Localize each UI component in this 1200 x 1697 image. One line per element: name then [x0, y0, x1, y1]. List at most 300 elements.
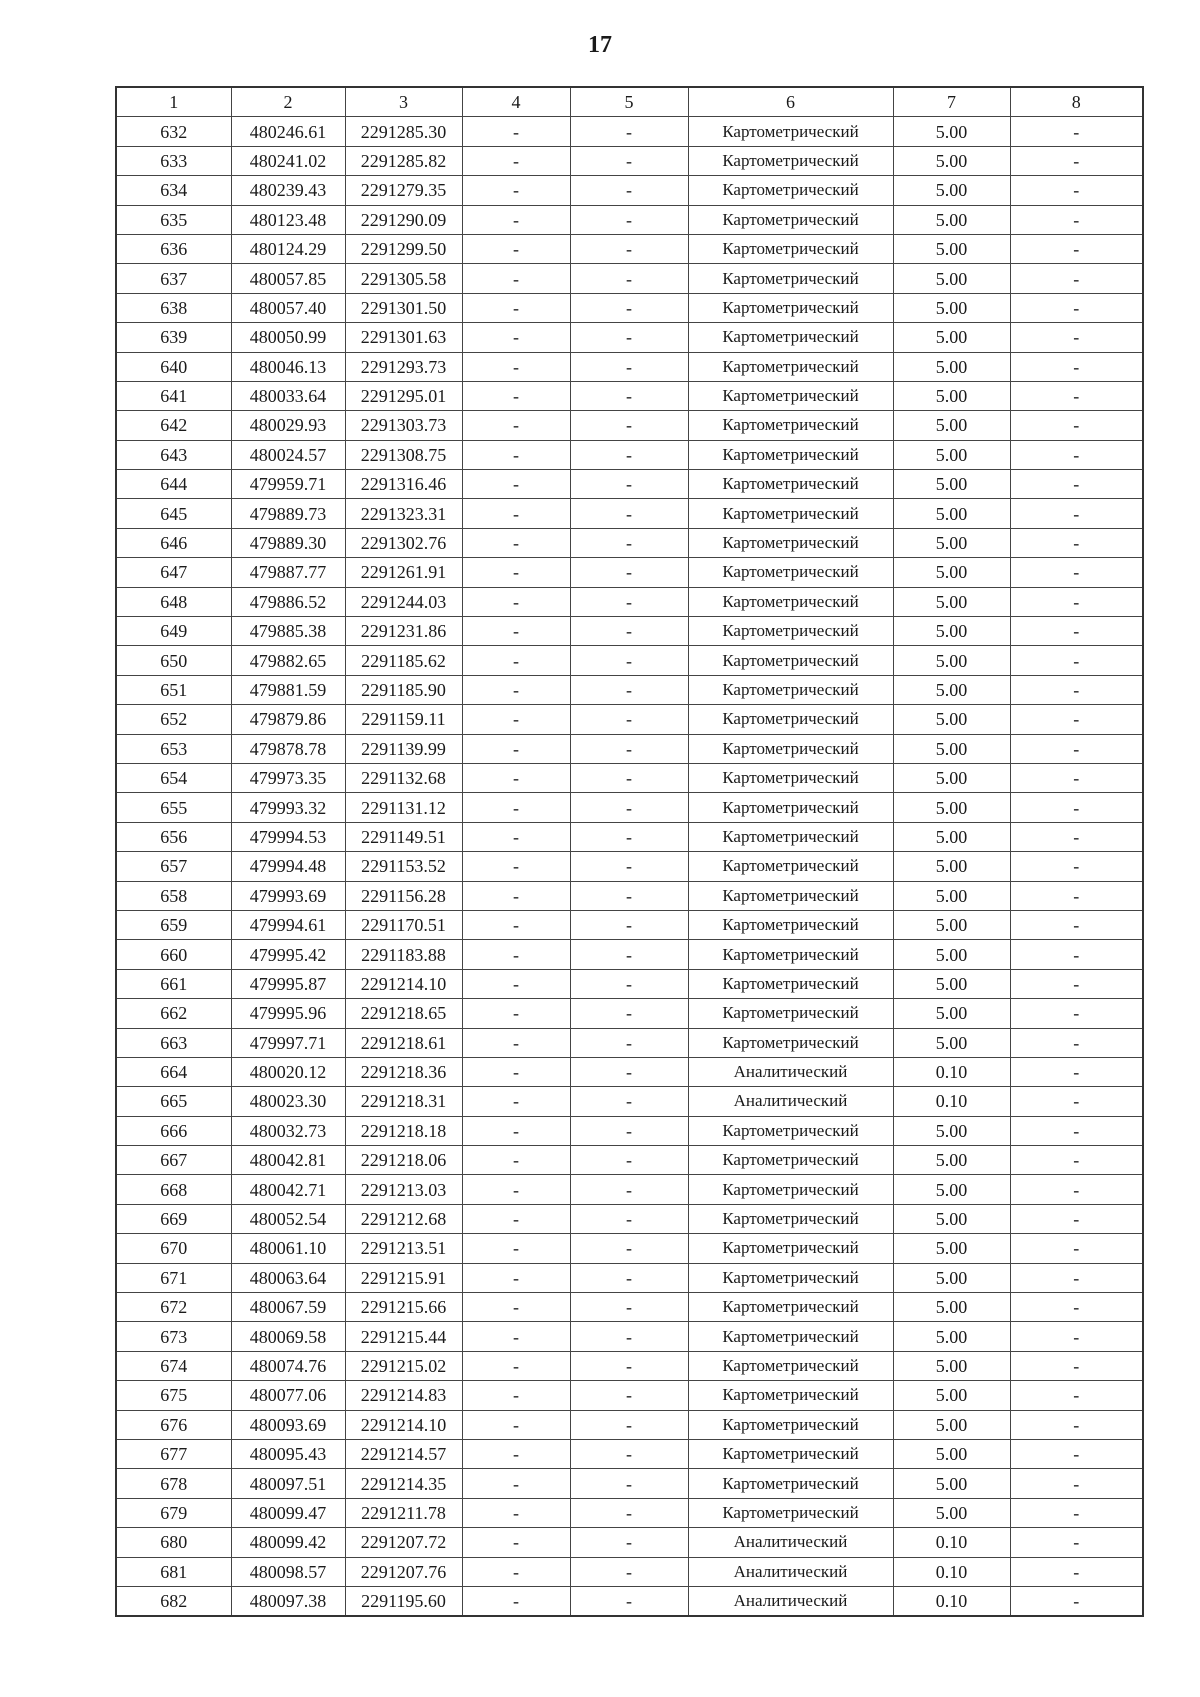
column-4-cell: - — [462, 999, 570, 1028]
column-4-cell: - — [462, 617, 570, 646]
method-cell: Картометрический — [688, 264, 893, 293]
point-number-cell: 648 — [116, 587, 231, 616]
x-coordinate-cell: 479994.53 — [231, 822, 345, 851]
column-5-cell: - — [570, 793, 688, 822]
column-4-cell: - — [462, 1146, 570, 1175]
x-coordinate-cell: 479995.87 — [231, 969, 345, 998]
column-5-cell: - — [570, 352, 688, 381]
method-cell: Картометрический — [688, 411, 893, 440]
method-cell: Картометрический — [688, 705, 893, 734]
method-cell: Аналитический — [688, 1586, 893, 1616]
y-coordinate-cell: 2291301.63 — [345, 323, 462, 352]
table-row — [116, 617, 1143, 646]
column-4-cell: - — [462, 205, 570, 234]
x-coordinate-cell: 480099.47 — [231, 1498, 345, 1527]
column-8-cell: - — [1010, 1263, 1143, 1292]
accuracy-cell: 5.00 — [893, 1439, 1010, 1468]
column-4-cell: - — [462, 763, 570, 792]
column-5-cell: - — [570, 1439, 688, 1468]
x-coordinate-cell: 480077.06 — [231, 1381, 345, 1410]
column-header: 4 — [462, 87, 570, 117]
y-coordinate-cell: 2291185.62 — [345, 646, 462, 675]
accuracy-cell: 5.00 — [893, 1293, 1010, 1322]
table-row — [116, 205, 1143, 234]
table-row — [116, 910, 1143, 939]
column-5-cell: - — [570, 675, 688, 704]
table-row — [116, 734, 1143, 763]
y-coordinate-cell: 2291214.10 — [345, 969, 462, 998]
table-row — [116, 646, 1143, 675]
accuracy-cell: 5.00 — [893, 1263, 1010, 1292]
column-8-cell: - — [1010, 411, 1143, 440]
column-8-cell: - — [1010, 1028, 1143, 1057]
x-coordinate-cell: 479994.61 — [231, 910, 345, 939]
accuracy-cell: 5.00 — [893, 763, 1010, 792]
accuracy-cell: 5.00 — [893, 470, 1010, 499]
method-cell: Аналитический — [688, 1557, 893, 1586]
point-number-cell: 634 — [116, 176, 231, 205]
accuracy-cell: 5.00 — [893, 1146, 1010, 1175]
point-number-cell: 645 — [116, 499, 231, 528]
method-cell: Картометрический — [688, 1439, 893, 1468]
column-4-cell: - — [462, 881, 570, 910]
column-8-cell: - — [1010, 205, 1143, 234]
accuracy-cell: 5.00 — [893, 910, 1010, 939]
x-coordinate-cell: 480042.81 — [231, 1146, 345, 1175]
y-coordinate-cell: 2291218.31 — [345, 1087, 462, 1116]
method-cell: Аналитический — [688, 1528, 893, 1557]
point-number-cell: 682 — [116, 1586, 231, 1616]
method-cell: Картометрический — [688, 470, 893, 499]
table-row — [116, 234, 1143, 263]
column-4-cell: - — [462, 146, 570, 175]
point-number-cell: 678 — [116, 1469, 231, 1498]
y-coordinate-cell: 2291207.72 — [345, 1528, 462, 1557]
method-cell: Картометрический — [688, 1204, 893, 1233]
column-4-cell: - — [462, 440, 570, 469]
method-cell: Картометрический — [688, 1116, 893, 1145]
column-8-cell: - — [1010, 323, 1143, 352]
method-cell: Картометрический — [688, 793, 893, 822]
point-number-cell: 656 — [116, 822, 231, 851]
method-cell: Картометрический — [688, 117, 893, 146]
accuracy-cell: 5.00 — [893, 999, 1010, 1028]
column-8-cell: - — [1010, 617, 1143, 646]
accuracy-cell: 5.00 — [893, 1322, 1010, 1351]
method-cell: Картометрический — [688, 146, 893, 175]
column-5-cell: - — [570, 1146, 688, 1175]
column-5-cell: - — [570, 558, 688, 587]
table-row — [116, 146, 1143, 175]
column-4-cell: - — [462, 910, 570, 939]
x-coordinate-cell: 480032.73 — [231, 1116, 345, 1145]
x-coordinate-cell: 480050.99 — [231, 323, 345, 352]
point-number-cell: 641 — [116, 381, 231, 410]
method-cell: Картометрический — [688, 999, 893, 1028]
method-cell: Картометрический — [688, 1381, 893, 1410]
accuracy-cell: 5.00 — [893, 1381, 1010, 1410]
point-number-cell: 670 — [116, 1234, 231, 1263]
column-5-cell: - — [570, 1263, 688, 1292]
method-cell: Картометрический — [688, 440, 893, 469]
x-coordinate-cell: 480097.51 — [231, 1469, 345, 1498]
column-5-cell: - — [570, 293, 688, 322]
accuracy-cell: 5.00 — [893, 852, 1010, 881]
method-cell: Картометрический — [688, 734, 893, 763]
column-header: 7 — [893, 87, 1010, 117]
method-cell: Картометрический — [688, 1322, 893, 1351]
y-coordinate-cell: 2291218.06 — [345, 1146, 462, 1175]
column-5-cell: - — [570, 1028, 688, 1057]
accuracy-cell: 5.00 — [893, 940, 1010, 969]
method-cell: Картометрический — [688, 1146, 893, 1175]
column-header: 6 — [688, 87, 893, 117]
accuracy-cell: 5.00 — [893, 528, 1010, 557]
method-cell: Картометрический — [688, 940, 893, 969]
method-cell: Картометрический — [688, 558, 893, 587]
x-coordinate-cell: 480046.13 — [231, 352, 345, 381]
y-coordinate-cell: 2291153.52 — [345, 852, 462, 881]
y-coordinate-cell: 2291195.60 — [345, 1586, 462, 1616]
column-8-cell: - — [1010, 940, 1143, 969]
column-5-cell: - — [570, 1322, 688, 1351]
x-coordinate-cell: 480063.64 — [231, 1263, 345, 1292]
method-cell: Картометрический — [688, 323, 893, 352]
method-cell: Картометрический — [688, 969, 893, 998]
x-coordinate-cell: 480020.12 — [231, 1057, 345, 1086]
x-coordinate-cell: 480023.30 — [231, 1087, 345, 1116]
method-cell: Картометрический — [688, 675, 893, 704]
table-row — [116, 293, 1143, 322]
column-4-cell: - — [462, 323, 570, 352]
column-4-cell: - — [462, 1557, 570, 1586]
accuracy-cell: 5.00 — [893, 440, 1010, 469]
column-4-cell: - — [462, 1469, 570, 1498]
column-5-cell: - — [570, 117, 688, 146]
column-5-cell: - — [570, 411, 688, 440]
y-coordinate-cell: 2291213.03 — [345, 1175, 462, 1204]
method-cell: Картометрический — [688, 1498, 893, 1527]
column-4-cell: - — [462, 117, 570, 146]
y-coordinate-cell: 2291132.68 — [345, 763, 462, 792]
table-row — [116, 1116, 1143, 1145]
method-cell: Картометрический — [688, 1293, 893, 1322]
column-5-cell: - — [570, 234, 688, 263]
method-cell: Картометрический — [688, 1410, 893, 1439]
column-5-cell: - — [570, 910, 688, 939]
column-8-cell: - — [1010, 910, 1143, 939]
table-row — [116, 852, 1143, 881]
accuracy-cell: 5.00 — [893, 705, 1010, 734]
table-row — [116, 705, 1143, 734]
x-coordinate-cell: 479886.52 — [231, 587, 345, 616]
table-row — [116, 763, 1143, 792]
column-4-cell: - — [462, 1410, 570, 1439]
point-number-cell: 671 — [116, 1263, 231, 1292]
method-cell: Картометрический — [688, 881, 893, 910]
table-row — [116, 117, 1143, 146]
accuracy-cell: 5.00 — [893, 1498, 1010, 1527]
accuracy-cell: 5.00 — [893, 411, 1010, 440]
point-number-cell: 679 — [116, 1498, 231, 1527]
column-4-cell: - — [462, 1293, 570, 1322]
method-cell: Картометрический — [688, 1263, 893, 1292]
accuracy-cell: 0.10 — [893, 1557, 1010, 1586]
column-4-cell: - — [462, 1234, 570, 1263]
column-5-cell: - — [570, 940, 688, 969]
point-number-cell: 649 — [116, 617, 231, 646]
y-coordinate-cell: 2291170.51 — [345, 910, 462, 939]
y-coordinate-cell: 2291215.44 — [345, 1322, 462, 1351]
point-number-cell: 653 — [116, 734, 231, 763]
column-5-cell: - — [570, 1498, 688, 1527]
method-cell: Аналитический — [688, 1057, 893, 1086]
y-coordinate-cell: 2291303.73 — [345, 411, 462, 440]
column-4-cell: - — [462, 1381, 570, 1410]
x-coordinate-cell: 479997.71 — [231, 1028, 345, 1057]
table-row — [116, 558, 1143, 587]
page-number: 17 — [588, 32, 612, 58]
x-coordinate-cell: 480057.85 — [231, 264, 345, 293]
x-coordinate-cell: 480029.93 — [231, 411, 345, 440]
accuracy-cell: 5.00 — [893, 558, 1010, 587]
y-coordinate-cell: 2291302.76 — [345, 528, 462, 557]
column-8-cell: - — [1010, 1351, 1143, 1380]
column-4-cell: - — [462, 1175, 570, 1204]
y-coordinate-cell: 2291185.90 — [345, 675, 462, 704]
point-number-cell: 639 — [116, 323, 231, 352]
accuracy-cell: 5.00 — [893, 117, 1010, 146]
column-8-cell: - — [1010, 881, 1143, 910]
accuracy-cell: 5.00 — [893, 264, 1010, 293]
y-coordinate-cell: 2291218.36 — [345, 1057, 462, 1086]
column-8-cell: - — [1010, 381, 1143, 410]
accuracy-cell: 5.00 — [893, 969, 1010, 998]
point-number-cell: 655 — [116, 793, 231, 822]
point-number-cell: 646 — [116, 528, 231, 557]
column-4-cell: - — [462, 675, 570, 704]
x-coordinate-cell: 479879.86 — [231, 705, 345, 734]
table-body — [116, 117, 1143, 1616]
column-4-cell: - — [462, 1586, 570, 1616]
column-5-cell: - — [570, 1410, 688, 1439]
column-5-cell: - — [570, 852, 688, 881]
column-8-cell: - — [1010, 1439, 1143, 1468]
column-4-cell: - — [462, 234, 570, 263]
column-8-cell: - — [1010, 352, 1143, 381]
point-number-cell: 643 — [116, 440, 231, 469]
column-5-cell: - — [570, 1293, 688, 1322]
method-cell: Аналитический — [688, 1087, 893, 1116]
table-row — [116, 793, 1143, 822]
point-number-cell: 651 — [116, 675, 231, 704]
x-coordinate-cell: 480033.64 — [231, 381, 345, 410]
column-5-cell: - — [570, 881, 688, 910]
column-4-cell: - — [462, 293, 570, 322]
y-coordinate-cell: 2291159.11 — [345, 705, 462, 734]
column-4-cell: - — [462, 528, 570, 557]
column-5-cell: - — [570, 470, 688, 499]
y-coordinate-cell: 2291215.66 — [345, 1293, 462, 1322]
accuracy-cell: 5.00 — [893, 1351, 1010, 1380]
column-header: 3 — [345, 87, 462, 117]
point-number-cell: 672 — [116, 1293, 231, 1322]
column-4-cell: - — [462, 940, 570, 969]
table-row — [116, 1234, 1143, 1263]
table-row — [116, 675, 1143, 704]
table-header-row — [116, 87, 1143, 117]
method-cell: Картометрический — [688, 293, 893, 322]
accuracy-cell: 5.00 — [893, 1175, 1010, 1204]
table-row — [116, 1439, 1143, 1468]
table-row — [116, 381, 1143, 410]
y-coordinate-cell: 2291215.91 — [345, 1263, 462, 1292]
column-5-cell: - — [570, 1116, 688, 1145]
column-4-cell: - — [462, 1528, 570, 1557]
column-5-cell: - — [570, 528, 688, 557]
accuracy-cell: 5.00 — [893, 881, 1010, 910]
x-coordinate-cell: 479882.65 — [231, 646, 345, 675]
y-coordinate-cell: 2291139.99 — [345, 734, 462, 763]
column-4-cell: - — [462, 1439, 570, 1468]
column-5-cell: - — [570, 822, 688, 851]
column-8-cell: - — [1010, 1528, 1143, 1557]
accuracy-cell: 5.00 — [893, 675, 1010, 704]
method-cell: Картометрический — [688, 499, 893, 528]
method-cell: Картометрический — [688, 617, 893, 646]
column-header: 2 — [231, 87, 345, 117]
x-coordinate-cell: 480239.43 — [231, 176, 345, 205]
table-row — [116, 587, 1143, 616]
column-8-cell: - — [1010, 734, 1143, 763]
point-number-cell: 650 — [116, 646, 231, 675]
accuracy-cell: 0.10 — [893, 1586, 1010, 1616]
y-coordinate-cell: 2291323.31 — [345, 499, 462, 528]
x-coordinate-cell: 480095.43 — [231, 1439, 345, 1468]
point-number-cell: 669 — [116, 1204, 231, 1233]
column-8-cell: - — [1010, 1322, 1143, 1351]
coordinates-table — [115, 86, 1144, 1617]
column-5-cell: - — [570, 1351, 688, 1380]
point-number-cell: 642 — [116, 411, 231, 440]
y-coordinate-cell: 2291299.50 — [345, 234, 462, 263]
x-coordinate-cell: 480024.57 — [231, 440, 345, 469]
accuracy-cell: 5.00 — [893, 381, 1010, 410]
table-row — [116, 999, 1143, 1028]
column-8-cell: - — [1010, 1469, 1143, 1498]
y-coordinate-cell: 2291212.68 — [345, 1204, 462, 1233]
column-5-cell: - — [570, 381, 688, 410]
column-4-cell: - — [462, 470, 570, 499]
table-row — [116, 323, 1143, 352]
y-coordinate-cell: 2291149.51 — [345, 822, 462, 851]
accuracy-cell: 0.10 — [893, 1087, 1010, 1116]
x-coordinate-cell: 479889.30 — [231, 528, 345, 557]
column-4-cell: - — [462, 822, 570, 851]
column-8-cell: - — [1010, 234, 1143, 263]
column-8-cell: - — [1010, 1204, 1143, 1233]
column-4-cell: - — [462, 264, 570, 293]
column-4-cell: - — [462, 558, 570, 587]
column-header: 8 — [1010, 87, 1143, 117]
table-row — [116, 1469, 1143, 1498]
accuracy-cell: 5.00 — [893, 1410, 1010, 1439]
column-8-cell: - — [1010, 1116, 1143, 1145]
x-coordinate-cell: 480097.38 — [231, 1586, 345, 1616]
method-cell: Картометрический — [688, 1469, 893, 1498]
method-cell: Картометрический — [688, 587, 893, 616]
column-5-cell: - — [570, 587, 688, 616]
column-8-cell: - — [1010, 1175, 1143, 1204]
column-5-cell: - — [570, 617, 688, 646]
table-row — [116, 1498, 1143, 1527]
column-4-cell: - — [462, 499, 570, 528]
column-8-cell: - — [1010, 470, 1143, 499]
point-number-cell: 680 — [116, 1528, 231, 1557]
point-number-cell: 658 — [116, 881, 231, 910]
method-cell: Картометрический — [688, 646, 893, 675]
y-coordinate-cell: 2291131.12 — [345, 793, 462, 822]
column-5-cell: - — [570, 763, 688, 792]
accuracy-cell: 5.00 — [893, 1028, 1010, 1057]
y-coordinate-cell: 2291285.30 — [345, 117, 462, 146]
x-coordinate-cell: 479881.59 — [231, 675, 345, 704]
accuracy-cell: 5.00 — [893, 822, 1010, 851]
accuracy-cell: 5.00 — [893, 323, 1010, 352]
y-coordinate-cell: 2291244.03 — [345, 587, 462, 616]
column-8-cell: - — [1010, 264, 1143, 293]
accuracy-cell: 5.00 — [893, 176, 1010, 205]
table-row — [116, 1528, 1143, 1557]
point-number-cell: 675 — [116, 1381, 231, 1410]
column-4-cell: - — [462, 1263, 570, 1292]
accuracy-cell: 5.00 — [893, 205, 1010, 234]
y-coordinate-cell: 2291290.09 — [345, 205, 462, 234]
accuracy-cell: 5.00 — [893, 793, 1010, 822]
y-coordinate-cell: 2291279.35 — [345, 176, 462, 205]
point-number-cell: 664 — [116, 1057, 231, 1086]
x-coordinate-cell: 480042.71 — [231, 1175, 345, 1204]
x-coordinate-cell: 479959.71 — [231, 470, 345, 499]
accuracy-cell: 5.00 — [893, 1116, 1010, 1145]
y-coordinate-cell: 2291261.91 — [345, 558, 462, 587]
column-4-cell: - — [462, 646, 570, 675]
column-8-cell: - — [1010, 675, 1143, 704]
column-8-cell: - — [1010, 1057, 1143, 1086]
y-coordinate-cell: 2291214.35 — [345, 1469, 462, 1498]
method-cell: Картометрический — [688, 852, 893, 881]
column-5-cell: - — [570, 440, 688, 469]
column-4-cell: - — [462, 793, 570, 822]
point-number-cell: 666 — [116, 1116, 231, 1145]
column-4-cell: - — [462, 1498, 570, 1527]
column-8-cell: - — [1010, 176, 1143, 205]
x-coordinate-cell: 480067.59 — [231, 1293, 345, 1322]
column-8-cell: - — [1010, 1498, 1143, 1527]
table-row — [116, 1410, 1143, 1439]
x-coordinate-cell: 479995.42 — [231, 940, 345, 969]
column-header: 1 — [116, 87, 231, 117]
x-coordinate-cell: 480099.42 — [231, 1528, 345, 1557]
accuracy-cell: 5.00 — [893, 1234, 1010, 1263]
method-cell: Картометрический — [688, 528, 893, 557]
column-8-cell: - — [1010, 528, 1143, 557]
column-5-cell: - — [570, 646, 688, 675]
table-row — [116, 264, 1143, 293]
x-coordinate-cell: 479885.38 — [231, 617, 345, 646]
table-row — [116, 352, 1143, 381]
column-4-cell: - — [462, 176, 570, 205]
